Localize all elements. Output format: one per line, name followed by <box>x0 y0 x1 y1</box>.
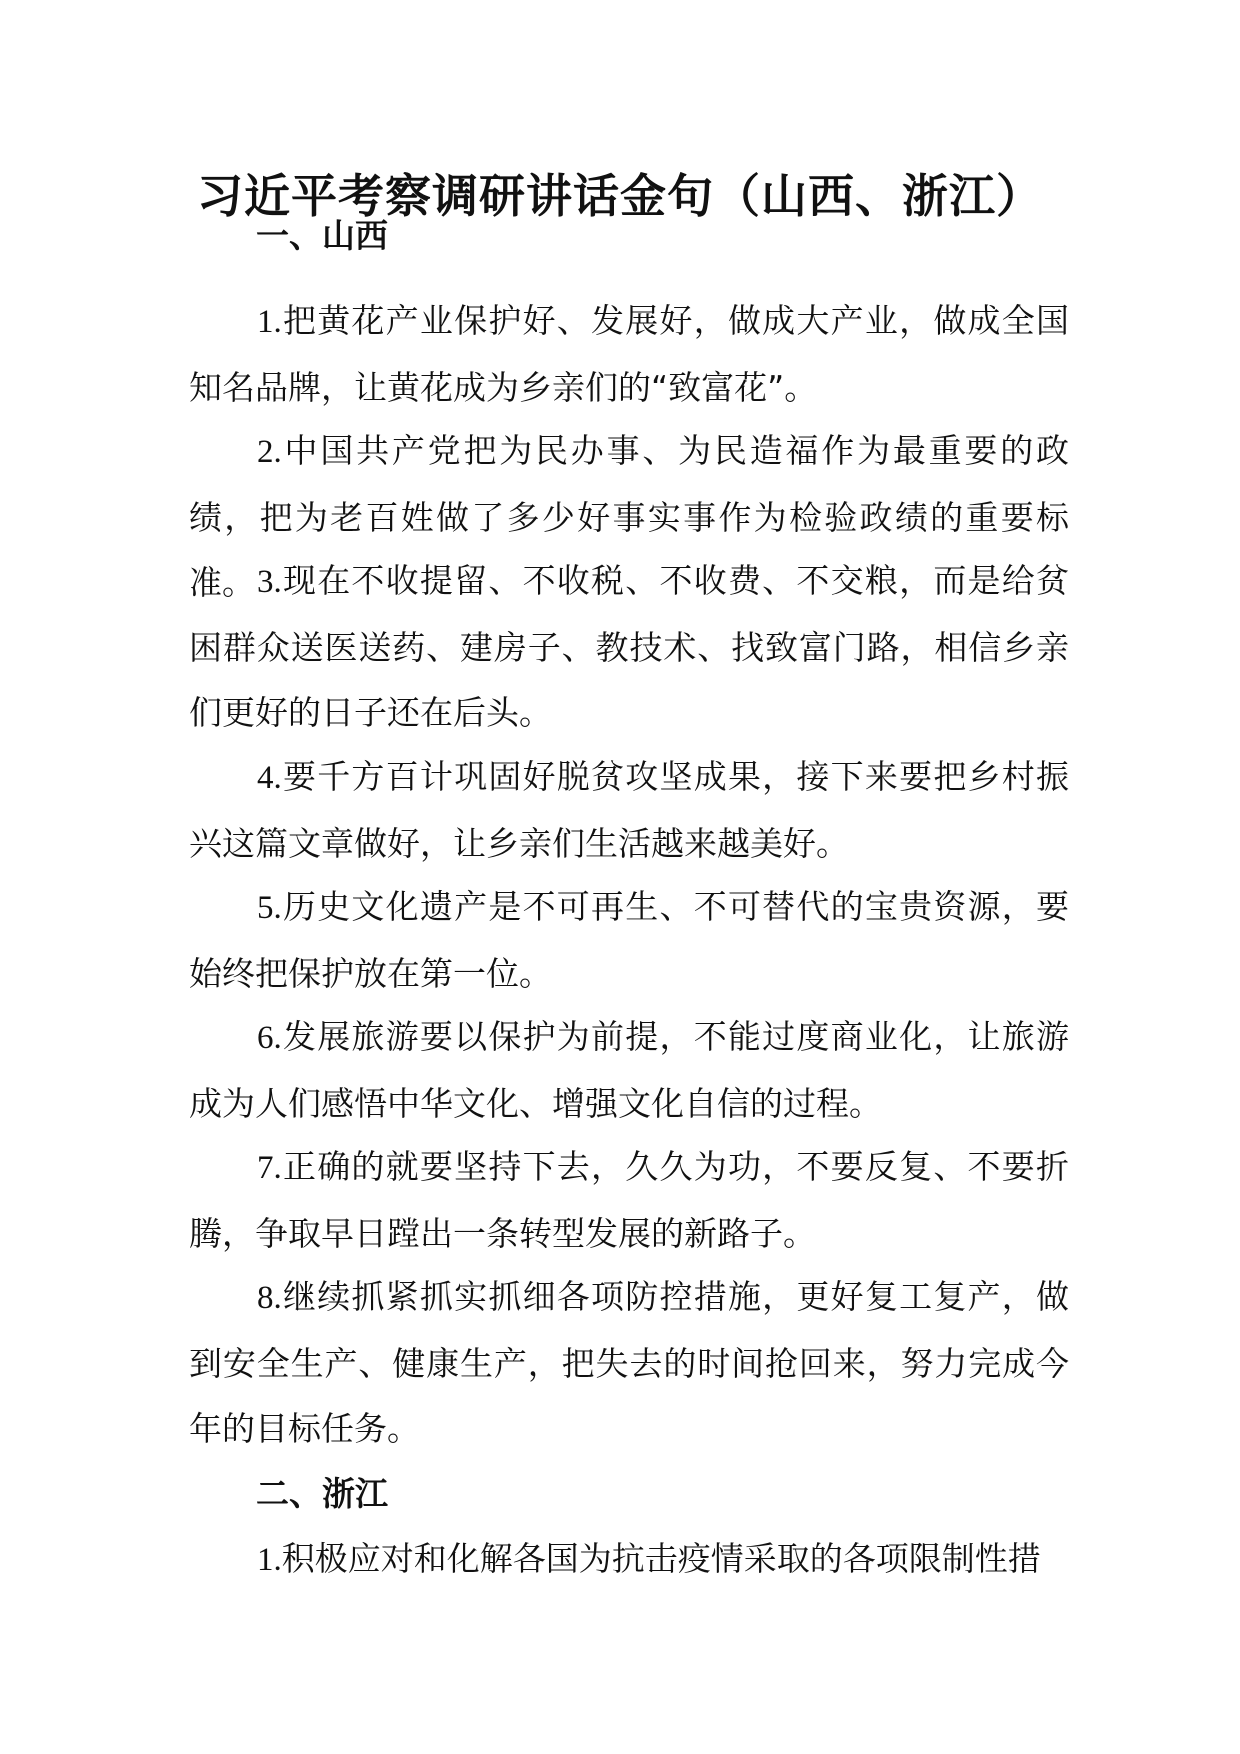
section-heading-shanxi: 一、山西 <box>256 216 388 255</box>
item-text: 正确的就要坚持下去，久久为功，不要反复、不要折腾，争取早日蹚出一条转型发展的新路子。 <box>189 1147 1069 1253</box>
paragraph-shanxi-1 <box>189 288 1069 420</box>
paragraph-shanxi-6 <box>189 1004 1069 1136</box>
item-number: 1. <box>257 304 282 340</box>
item-number: 2. <box>257 434 282 470</box>
item-text: 把黄花产业保护好、发展好，做成大产业，做成全国知名品牌，让黄花成为乡亲们的“致富花”。 <box>189 301 1069 407</box>
item-text: 要千方百计巩固好脱贫攻坚成果，接下来要把乡村振兴这篇文章做好，让乡亲们生活越来越美好。 <box>189 757 1069 863</box>
paragraph-shanxi-3 <box>189 548 1069 745</box>
item-number: 5. <box>257 890 282 926</box>
paragraph-zhejiang-1 <box>189 1526 1069 1593</box>
item-text: 继续抓紧抓实抓细各项防控措施，更好复工复产，做到安全生产、健康生产，把失去的时间抢回来，努力完成今年的目标任务。 <box>189 1277 1069 1448</box>
paragraph-shanxi-7 <box>189 1134 1069 1266</box>
item-number: 1. <box>257 1542 282 1578</box>
item-number: 4. <box>257 760 282 796</box>
item-text: 历史文化遗产是不可再生、不可替代的宝贵资源，要始终把保护放在第一位。 <box>189 887 1069 993</box>
page-title: 习近平考察调研讲话金句（山西、浙江） <box>197 169 1043 223</box>
item-text: 中国共产党把为民办事、为民造福作为最重要的政绩，把为老百姓做了多少好事实事作为检验政绩的重要标准。 <box>189 431 1069 602</box>
item-number: 3. <box>257 564 282 600</box>
paragraph-shanxi-5 <box>189 874 1069 1006</box>
item-number: 7. <box>257 1150 282 1186</box>
item-number: 6. <box>257 1020 282 1056</box>
item-text: 发展旅游要以保护为前提，不能过度商业化，让旅游成为人们感悟中华文化、增强文化自信的过程。 <box>189 1017 1069 1123</box>
item-text: 积极应对和化解各国为抗击疫情采取的各项限制性措 <box>281 1539 1041 1578</box>
section-heading-zhejiang: 二、浙江 <box>256 1474 388 1513</box>
paragraph-shanxi-8 <box>189 1264 1069 1461</box>
item-text: 现在不收提留、不收税、不收费、不交粮，而是给贫困群众送医送药、建房子、教技术、找致富门路，相信乡亲们更好的日子还在后头。 <box>189 561 1069 732</box>
paragraph-shanxi-4 <box>189 744 1069 876</box>
item-number: 8. <box>257 1280 282 1316</box>
